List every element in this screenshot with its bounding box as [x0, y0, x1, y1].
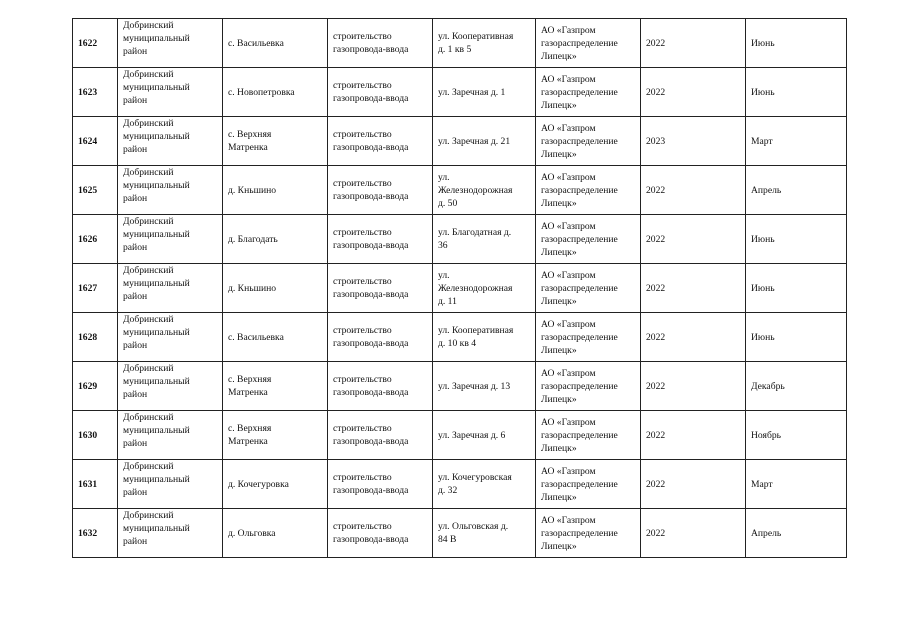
locality-cell: [223, 166, 328, 215]
address-cell-line: д. 32: [438, 485, 458, 496]
row-number: 1623: [73, 68, 118, 117]
locality-cell: [223, 264, 328, 313]
organization-cell-line: Липецк»: [541, 344, 577, 356]
locality-cell: [223, 411, 328, 460]
table-row: [73, 460, 847, 509]
row-number: 1628: [73, 313, 118, 362]
locality-cell: [223, 362, 328, 411]
locality-cell-line: Матренка: [228, 142, 268, 153]
year-cell: 2023: [641, 117, 746, 166]
district-cell-line: Добринский: [123, 510, 174, 521]
organization-cell-line: газораспределение: [541, 527, 618, 539]
year-cell: 2022: [641, 264, 746, 313]
district-cell-line: Добринский: [123, 118, 174, 129]
table-row: [73, 264, 847, 313]
district-cell-line: муниципальный: [123, 278, 190, 289]
month-cell: Ноябрь: [746, 411, 847, 460]
work-type-cell-line: строительство: [333, 276, 392, 287]
locality-cell: [223, 19, 328, 68]
district-cell-line: муниципальный: [123, 523, 190, 534]
organization-cell: [536, 215, 641, 264]
work-type-cell-line: газопровода-ввода: [333, 191, 409, 202]
district-cell-line: Добринский: [123, 20, 174, 31]
district-cell-line: район: [123, 487, 148, 498]
organization-cell: [536, 264, 641, 313]
district-cell: [118, 19, 223, 68]
locality-cell-line: с. Васильевка: [228, 37, 284, 49]
organization-cell: [536, 19, 641, 68]
table-row: [73, 509, 847, 558]
address-cell-line: ул. Кооперативная: [438, 325, 514, 336]
locality-cell-line: с. Новопетровка: [228, 86, 295, 98]
organization-cell: [536, 117, 641, 166]
table-row: [73, 19, 847, 68]
month-cell: Апрель: [746, 166, 847, 215]
organization-cell-line: АО «Газпром: [541, 24, 596, 36]
work-type-cell: [328, 313, 433, 362]
locality-cell-line: Матренка: [228, 436, 268, 447]
table-row: [73, 68, 847, 117]
organization-cell-line: АО «Газпром: [541, 465, 596, 477]
district-cell-line: район: [123, 95, 148, 106]
district-cell-line: муниципальный: [123, 180, 190, 191]
work-type-cell: [328, 411, 433, 460]
organization-cell: [536, 362, 641, 411]
address-cell: [433, 68, 536, 117]
address-cell: [433, 460, 536, 509]
organization-cell-line: газораспределение: [541, 282, 618, 294]
district-cell: [118, 460, 223, 509]
district-cell-line: муниципальный: [123, 425, 190, 436]
organization-cell-line: Липецк»: [541, 99, 577, 111]
district-cell: [118, 215, 223, 264]
address-cell-line: ул. Заречная д. 13: [438, 380, 511, 392]
organization-cell-line: Липецк»: [541, 295, 577, 307]
district-cell-line: район: [123, 536, 148, 547]
row-number: 1626: [73, 215, 118, 264]
organization-cell: [536, 411, 641, 460]
locality-cell: [223, 509, 328, 558]
organization-cell-line: газораспределение: [541, 37, 618, 49]
address-cell-line: ул. Заречная д. 1: [438, 86, 506, 98]
organization-cell-line: АО «Газпром: [541, 122, 596, 134]
address-cell-line: ул. Кочегуровская: [438, 472, 512, 483]
address-cell: [433, 509, 536, 558]
month-cell: Июнь: [746, 19, 847, 68]
row-number: 1624: [73, 117, 118, 166]
organization-cell-line: газораспределение: [541, 331, 618, 343]
district-cell: [118, 166, 223, 215]
month-cell: Апрель: [746, 509, 847, 558]
locality-cell: [223, 215, 328, 264]
organization-cell-line: Липецк»: [541, 491, 577, 503]
district-cell-line: район: [123, 242, 148, 253]
locality-cell-line: д. Ольговка: [228, 527, 276, 539]
district-cell-line: Добринский: [123, 461, 174, 472]
locality-cell: [223, 313, 328, 362]
locality-cell: [223, 68, 328, 117]
address-cell: [433, 264, 536, 313]
work-type-cell-line: газопровода-ввода: [333, 93, 409, 104]
locality-cell-line: д. Кочегуровка: [228, 478, 289, 490]
locality-cell-line: с. Верхняя: [228, 374, 272, 385]
table-row: [73, 411, 847, 460]
district-cell-line: муниципальный: [123, 376, 190, 387]
work-type-cell-line: строительство: [333, 374, 392, 385]
work-type-cell-line: строительство: [333, 472, 392, 483]
locality-cell-line: д. Кньшино: [228, 282, 277, 294]
address-cell-line: ул. Благодатная д.: [438, 227, 512, 238]
organization-cell-line: газораспределение: [541, 380, 618, 392]
work-type-cell-line: газопровода-ввода: [333, 289, 409, 300]
gasification-schedule-table: [72, 18, 847, 558]
row-number: 1631: [73, 460, 118, 509]
district-cell-line: район: [123, 46, 148, 57]
year-cell: 2022: [641, 411, 746, 460]
organization-cell-line: АО «Газпром: [541, 318, 596, 330]
row-number: 1627: [73, 264, 118, 313]
organization-cell-line: АО «Газпром: [541, 220, 596, 232]
address-cell-line: д. 1 кв 5: [438, 44, 472, 55]
district-cell: [118, 362, 223, 411]
organization-cell-line: газораспределение: [541, 233, 618, 245]
table-body: [73, 19, 847, 558]
organization-cell-line: АО «Газпром: [541, 367, 596, 379]
work-type-cell-line: строительство: [333, 325, 392, 336]
work-type-cell: [328, 509, 433, 558]
district-cell: [118, 313, 223, 362]
address-cell-line: д. 50: [438, 197, 458, 209]
month-cell: Июнь: [746, 215, 847, 264]
year-cell: 2022: [641, 19, 746, 68]
district-cell-line: Добринский: [123, 265, 174, 276]
work-type-cell-line: газопровода-ввода: [333, 485, 409, 496]
month-cell: Июнь: [746, 68, 847, 117]
work-type-cell-line: строительство: [333, 521, 392, 532]
address-cell: [433, 117, 536, 166]
district-cell-line: муниципальный: [123, 82, 190, 93]
address-cell: [433, 411, 536, 460]
district-cell: [118, 411, 223, 460]
organization-cell-line: АО «Газпром: [541, 269, 596, 281]
district-cell-line: район: [123, 291, 148, 302]
year-cell: 2022: [641, 215, 746, 264]
district-cell-line: район: [123, 144, 148, 155]
address-cell: [433, 362, 536, 411]
table-row: [73, 362, 847, 411]
organization-cell-line: АО «Газпром: [541, 416, 596, 428]
address-cell-line: д. 10 кв 4: [438, 338, 477, 349]
month-cell: Март: [746, 460, 847, 509]
locality-cell-line: Матренка: [228, 387, 268, 398]
district-cell-line: район: [123, 340, 148, 351]
organization-cell-line: газораспределение: [541, 429, 618, 441]
work-type-cell: [328, 264, 433, 313]
year-cell: 2022: [641, 68, 746, 117]
work-type-cell: [328, 19, 433, 68]
month-cell: Июнь: [746, 313, 847, 362]
table-row: [73, 117, 847, 166]
work-type-cell: [328, 117, 433, 166]
address-cell-line: 36: [438, 240, 448, 251]
address-cell-line: ул. Заречная д. 6: [438, 429, 506, 441]
work-type-cell-line: газопровода-ввода: [333, 338, 409, 349]
work-type-cell-line: газопровода-ввода: [333, 534, 409, 545]
year-cell: 2022: [641, 362, 746, 411]
work-type-cell: [328, 166, 433, 215]
work-type-cell: [328, 362, 433, 411]
locality-cell: [223, 460, 328, 509]
district-cell: [118, 68, 223, 117]
address-cell-line: ул.: [438, 269, 450, 281]
organization-cell-line: газораспределение: [541, 184, 618, 196]
row-number: 1625: [73, 166, 118, 215]
organization-cell-line: Липецк»: [541, 50, 577, 62]
district-cell-line: Добринский: [123, 167, 174, 178]
organization-cell-line: АО «Газпром: [541, 73, 596, 85]
year-cell: 2022: [641, 313, 746, 362]
work-type-cell-line: строительство: [333, 80, 392, 91]
work-type-cell-line: строительство: [333, 178, 392, 189]
district-cell-line: район: [123, 438, 148, 449]
district-cell-line: Добринский: [123, 363, 174, 374]
organization-cell-line: АО «Газпром: [541, 514, 596, 526]
year-cell: 2022: [641, 460, 746, 509]
district-cell-line: Добринский: [123, 69, 174, 80]
year-cell: 2022: [641, 509, 746, 558]
district-cell-line: Добринский: [123, 216, 174, 227]
organization-cell: [536, 313, 641, 362]
organization-cell-line: Липецк»: [541, 148, 577, 160]
locality-cell: [223, 117, 328, 166]
address-cell: [433, 19, 536, 68]
organization-cell-line: Липецк»: [541, 540, 577, 552]
address-cell-line: 84 В: [438, 534, 457, 545]
work-type-cell-line: газопровода-ввода: [333, 44, 409, 55]
table-row: [73, 313, 847, 362]
district-cell-line: муниципальный: [123, 33, 190, 44]
organization-cell-line: Липецк»: [541, 246, 577, 258]
work-type-cell-line: газопровода-ввода: [333, 142, 409, 153]
district-cell-line: Добринский: [123, 314, 174, 325]
district-cell-line: муниципальный: [123, 327, 190, 338]
locality-cell-line: с. Васильевка: [228, 331, 284, 343]
district-cell: [118, 117, 223, 166]
work-type-cell-line: строительство: [333, 129, 392, 140]
organization-cell-line: АО «Газпром: [541, 171, 596, 183]
work-type-cell-line: строительство: [333, 227, 392, 238]
organization-cell-line: газораспределение: [541, 86, 618, 98]
organization-cell: [536, 509, 641, 558]
month-cell: Март: [746, 117, 847, 166]
address-cell: [433, 166, 536, 215]
district-cell-line: муниципальный: [123, 229, 190, 240]
district-cell-line: район: [123, 193, 148, 204]
address-cell-line: ул. Ольговская д.: [438, 521, 509, 532]
address-cell-line: Железнодорожная: [438, 282, 513, 294]
year-cell: 2022: [641, 166, 746, 215]
organization-cell-line: Липецк»: [541, 393, 577, 405]
work-type-cell-line: газопровода-ввода: [333, 387, 409, 398]
address-cell-line: Железнодорожная: [438, 184, 513, 196]
organization-cell: [536, 68, 641, 117]
locality-cell-line: с. Верхняя: [228, 423, 272, 434]
row-number: 1622: [73, 19, 118, 68]
locality-cell-line: д. Кньшино: [228, 184, 277, 196]
row-number: 1629: [73, 362, 118, 411]
locality-cell-line: д. Благодать: [228, 233, 278, 245]
table-row: [73, 215, 847, 264]
row-number: 1630: [73, 411, 118, 460]
organization-cell-line: Липецк»: [541, 442, 577, 454]
address-cell: [433, 313, 536, 362]
table-row: [73, 166, 847, 215]
work-type-cell: [328, 460, 433, 509]
organization-cell-line: Липецк»: [541, 197, 577, 209]
address-cell-line: ул. Кооперативная: [438, 31, 514, 42]
month-cell: Июнь: [746, 264, 847, 313]
organization-cell-line: газораспределение: [541, 135, 618, 147]
district-cell-line: район: [123, 389, 148, 400]
organization-cell: [536, 460, 641, 509]
address-cell-line: ул. Заречная д. 21: [438, 135, 511, 147]
work-type-cell: [328, 215, 433, 264]
row-number: 1632: [73, 509, 118, 558]
work-type-cell-line: строительство: [333, 31, 392, 42]
work-type-cell-line: газопровода-ввода: [333, 240, 409, 251]
district-cell-line: Добринский: [123, 412, 174, 423]
work-type-cell: [328, 68, 433, 117]
district-cell-line: муниципальный: [123, 474, 190, 485]
district-cell-line: муниципальный: [123, 131, 190, 142]
organization-cell: [536, 166, 641, 215]
address-cell-line: д. 11: [438, 295, 457, 307]
address-cell-line: ул.: [438, 171, 450, 183]
work-type-cell-line: строительство: [333, 423, 392, 434]
organization-cell-line: газораспределение: [541, 478, 618, 490]
locality-cell-line: с. Верхняя: [228, 129, 272, 140]
district-cell: [118, 509, 223, 558]
month-cell: Декабрь: [746, 362, 847, 411]
district-cell: [118, 264, 223, 313]
address-cell: [433, 215, 536, 264]
work-type-cell-line: газопровода-ввода: [333, 436, 409, 447]
